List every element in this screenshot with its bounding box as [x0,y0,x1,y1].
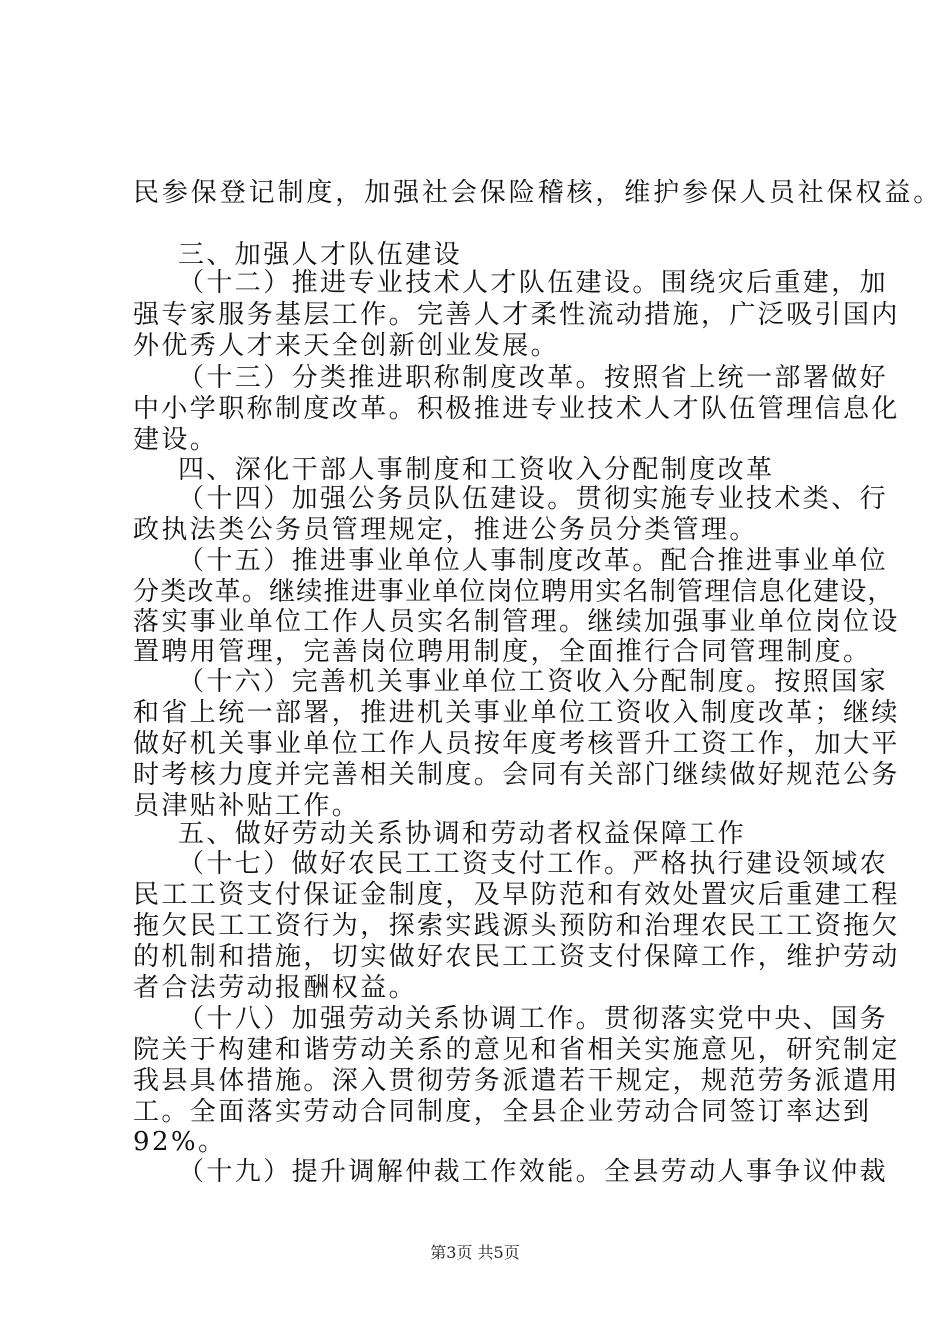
text-line: 分类改革。继续推进事业单位岗位聘用实名制管理信息化建设， [133,577,895,607]
text-line: 民参保登记制度，加强社会保险稽核，维护参保人员社保权益。 [133,178,943,208]
text-line: 时考核力度并完善相关制度。会同有关部门继续做好规范公务 [133,760,900,790]
text-line: 的机制和措施，切实做好农民工工资支付保障工作，维护劳动 [133,942,900,972]
text-line: 落实事业单位工作人员实名制管理。继续加强事业单位岗位设 [133,607,900,637]
text-line: 我县具体措施。深入贯彻劳务派遣若干规定，规范劳务派遣用 [133,1066,900,1096]
text-line: 政执法类公务员管理规定，推进公务员分类管理。 [133,515,758,545]
text-line: （十八）加强劳动关系协调工作。贯彻落实党中央、国务 [178,1004,889,1034]
text-line: 员津贴补贴工作。 [133,791,361,821]
text-line: 强专家服务基层工作。完善人才柔性流动措施，广泛吸引国内 [133,300,900,330]
text-line: 做好机关事业单位工作人员按年度考核晋升工资工作，加大平 [133,729,900,759]
section-heading: 五、做好劳动关系协调和劳动者权益保障工作 [178,819,747,849]
text-line: 民工工资支付保证金制度，及早防范和有效处置灾后重建工程 [133,880,900,910]
text-line: 置聘用管理，完善岗位聘用制度，全面推行合同管理制度。 [133,637,872,667]
text-line: 和省上统一部署，推进机关事业单位工资收入制度改革；继续 [133,698,900,728]
text-line: （十九）提升调解仲裁工作效能。全县劳动人事争议仲裁 [178,1157,889,1187]
text-line: （十四）加强公务员队伍建设。贯彻实施专业技术类、行 [178,484,889,514]
section-heading: 四、深化干部人事制度和工资收入分配制度改革 [178,455,775,485]
text-line: 拖欠民工工资行为，探索实践源头预防和治理农民工工资拖欠 [133,911,900,941]
text-line: 92%。 [133,1127,227,1157]
text-line: 院关于构建和谐劳动关系的意见和省相关实施意见，研究制定 [133,1035,900,1065]
text-line: （十二）推进专业技术人才队伍建设。围绕灾后重建，加 [178,268,889,298]
page-number-footer: 第3页 共5页 [430,1243,520,1262]
text-line: 外优秀人才来天全创新创业发展。 [133,331,560,361]
text-line: 建设。 [133,425,219,455]
text-line: 中小学职称制度改革。积极推进专业技术人才队伍管理信息化 [133,394,900,424]
text-line: （十五）推进事业单位人事制度改革。配合推进事业单位 [178,546,889,576]
text-line: （十三）分类推进职称制度改革。按照省上统一部署做好 [178,363,889,393]
text-line: 者合法劳动报酬权益。 [133,973,418,1003]
section-heading: 三、加强人才队伍建设 [178,240,463,270]
text-line: （十七）做好农民工工资支付工作。严格执行建设领域农 [178,849,889,879]
text-line: （十六）完善机关事业单位工资收入分配制度。按照国家 [178,667,889,697]
text-line: 工。全面落实劳动合同制度，全县企业劳动合同签订率达到 [133,1097,872,1127]
